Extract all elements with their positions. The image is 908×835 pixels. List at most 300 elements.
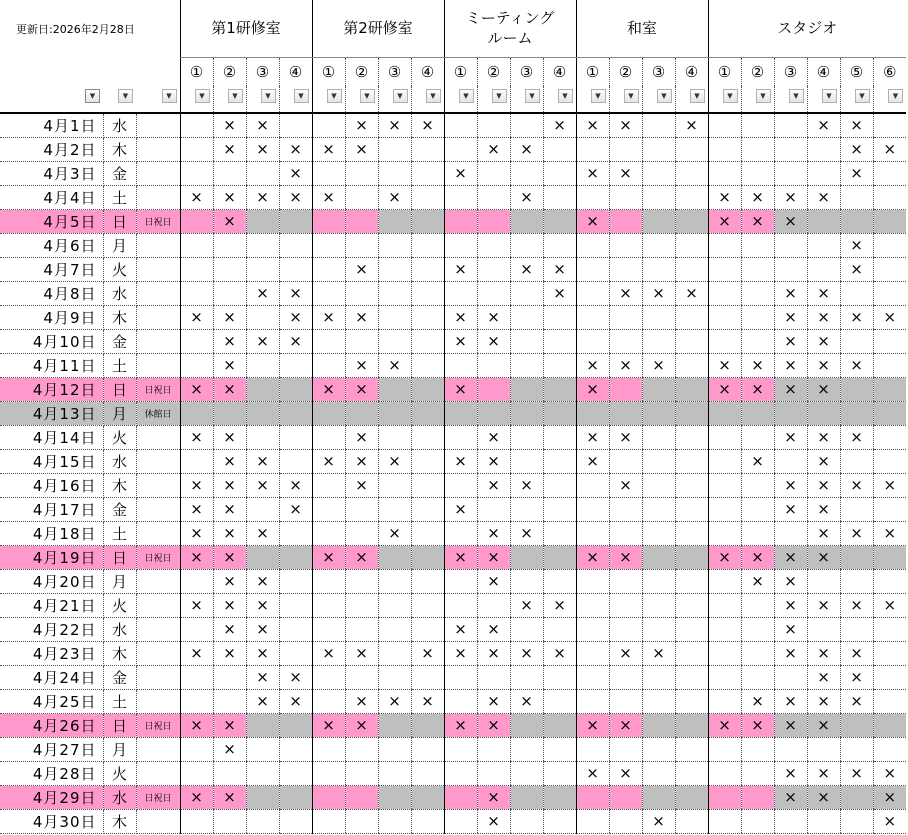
slot-cell[interactable] [411, 761, 444, 785]
slot-cell[interactable]: × [708, 353, 741, 377]
slot-cell[interactable]: × [807, 713, 840, 737]
slot-cell[interactable] [873, 113, 906, 137]
slot-cell[interactable] [675, 401, 708, 425]
slot-cell[interactable] [873, 689, 906, 713]
slot-cell[interactable] [675, 545, 708, 569]
slot-cell[interactable]: × [609, 713, 642, 737]
slot-cell[interactable]: × [576, 545, 609, 569]
slot-cell[interactable] [675, 329, 708, 353]
slot-cell[interactable]: × [213, 545, 246, 569]
slot-cell[interactable]: × [774, 377, 807, 401]
slot-cell[interactable] [411, 473, 444, 497]
slot-cell[interactable]: × [213, 473, 246, 497]
slot-cell[interactable] [543, 137, 576, 161]
slot-cell[interactable]: × [477, 689, 510, 713]
slot-cell[interactable] [444, 185, 477, 209]
slot-cell[interactable] [510, 569, 543, 593]
slot-cell[interactable] [840, 401, 873, 425]
slot-cell[interactable]: × [807, 449, 840, 473]
slot-cell[interactable] [345, 737, 378, 761]
slot-cell[interactable]: × [840, 233, 873, 257]
slot-cell[interactable] [576, 233, 609, 257]
slot-cell[interactable] [708, 425, 741, 449]
slot-cell[interactable] [246, 785, 279, 809]
slot-cell[interactable]: × [807, 185, 840, 209]
slot-cell[interactable]: × [675, 281, 708, 305]
slot-cell[interactable] [411, 593, 444, 617]
slot-cell[interactable]: × [774, 185, 807, 209]
slot-cell[interactable]: × [510, 137, 543, 161]
slot-cell[interactable] [807, 161, 840, 185]
slot-cell[interactable] [312, 569, 345, 593]
slot-cell[interactable] [279, 113, 312, 137]
slot-cell[interactable]: × [543, 257, 576, 281]
slot-cell[interactable]: × [279, 689, 312, 713]
slot-cell[interactable]: × [642, 281, 675, 305]
slot-cell[interactable] [675, 353, 708, 377]
slot-cell[interactable] [543, 329, 576, 353]
slot-cell[interactable] [477, 761, 510, 785]
slot-cell[interactable] [609, 185, 642, 209]
slot-cell[interactable] [708, 593, 741, 617]
slot-cell[interactable]: × [642, 641, 675, 665]
slot-cell[interactable] [708, 449, 741, 473]
slot-cell[interactable] [411, 233, 444, 257]
slot-cell[interactable] [642, 473, 675, 497]
slot-cell[interactable] [444, 113, 477, 137]
slot-cell[interactable] [180, 137, 213, 161]
slot-cell[interactable] [840, 713, 873, 737]
slot-cell[interactable] [675, 521, 708, 545]
slot-cell[interactable]: × [246, 329, 279, 353]
slot-cell[interactable]: × [444, 641, 477, 665]
slot-cell[interactable] [708, 737, 741, 761]
slot-cell[interactable]: × [807, 113, 840, 137]
slot-cell[interactable] [180, 809, 213, 833]
slot-cell[interactable] [477, 209, 510, 233]
slot-cell[interactable]: × [477, 713, 510, 737]
slot-cell[interactable]: × [477, 785, 510, 809]
slot-cell[interactable] [873, 161, 906, 185]
slot-cell[interactable]: × [510, 521, 543, 545]
slot-cell[interactable]: × [873, 809, 906, 833]
slot-cell[interactable] [741, 665, 774, 689]
slot-cell[interactable] [642, 449, 675, 473]
slot-cell[interactable] [576, 329, 609, 353]
chevron-down-icon[interactable]: ▼ [624, 89, 639, 103]
slot-cell[interactable] [840, 209, 873, 233]
slot-cell[interactable] [741, 137, 774, 161]
slot-cell[interactable]: × [246, 569, 279, 593]
slot-cell[interactable]: × [774, 497, 807, 521]
slot-cell[interactable]: × [807, 497, 840, 521]
slot-cell[interactable] [741, 617, 774, 641]
slot-cell[interactable] [675, 593, 708, 617]
slot-cell[interactable] [873, 329, 906, 353]
slot-cell[interactable]: × [246, 593, 279, 617]
slot-cell[interactable] [675, 305, 708, 329]
slot-cell[interactable]: × [708, 713, 741, 737]
slot-cell[interactable] [378, 761, 411, 785]
slot-cell[interactable]: × [609, 641, 642, 665]
slot-cell[interactable] [807, 809, 840, 833]
slot-cell[interactable] [576, 689, 609, 713]
slot-cell[interactable]: × [279, 185, 312, 209]
slot-cell[interactable]: × [378, 185, 411, 209]
slot-cell[interactable]: × [642, 809, 675, 833]
slot-cell[interactable]: × [312, 545, 345, 569]
slot-cell[interactable]: × [576, 209, 609, 233]
slot-cell[interactable] [510, 761, 543, 785]
slot-cell[interactable] [510, 737, 543, 761]
slot-cell[interactable] [345, 185, 378, 209]
slot-cell[interactable] [378, 137, 411, 161]
slot-cell[interactable] [609, 737, 642, 761]
slot-cell[interactable] [279, 761, 312, 785]
slot-cell[interactable] [576, 185, 609, 209]
slot-cell[interactable]: × [708, 185, 741, 209]
slot-cell[interactable]: × [444, 497, 477, 521]
slot-cell[interactable] [312, 425, 345, 449]
slot-cell[interactable] [378, 425, 411, 449]
slot-cell[interactable] [576, 497, 609, 521]
slot-cell[interactable] [675, 809, 708, 833]
slot-cell[interactable]: × [345, 113, 378, 137]
slot-cell[interactable] [609, 305, 642, 329]
slot-cell[interactable] [609, 137, 642, 161]
slot-cell[interactable] [642, 497, 675, 521]
slot-cell[interactable] [708, 233, 741, 257]
slot-cell[interactable]: × [576, 449, 609, 473]
slot-cell[interactable] [576, 137, 609, 161]
slot-cell[interactable] [741, 281, 774, 305]
slot-cell[interactable] [840, 545, 873, 569]
slot-cell[interactable]: × [345, 449, 378, 473]
slot-cell[interactable] [609, 209, 642, 233]
slot-cell[interactable] [774, 521, 807, 545]
slot-cell[interactable] [180, 209, 213, 233]
slot-cell[interactable] [675, 185, 708, 209]
slot-cell[interactable]: × [246, 617, 279, 641]
chevron-down-icon[interactable]: ▼ [558, 89, 573, 103]
chevron-down-icon[interactable]: ▼ [525, 89, 540, 103]
slot-cell[interactable] [180, 281, 213, 305]
slot-cell[interactable] [642, 257, 675, 281]
chevron-down-icon[interactable]: ▼ [360, 89, 375, 103]
slot-cell[interactable] [345, 281, 378, 305]
slot-cell[interactable] [345, 233, 378, 257]
slot-cell[interactable] [378, 737, 411, 761]
slot-cell[interactable] [708, 257, 741, 281]
slot-cell[interactable]: × [840, 521, 873, 545]
slot-cell[interactable] [642, 233, 675, 257]
slot-cell[interactable] [279, 713, 312, 737]
slot-cell[interactable] [378, 161, 411, 185]
slot-cell[interactable] [411, 281, 444, 305]
slot-cell[interactable] [312, 209, 345, 233]
slot-cell[interactable] [345, 665, 378, 689]
slot-cell[interactable] [642, 545, 675, 569]
slot-cell[interactable]: × [609, 761, 642, 785]
slot-cell[interactable] [543, 545, 576, 569]
slot-cell[interactable] [873, 353, 906, 377]
slot-cell[interactable] [510, 209, 543, 233]
slot-cell[interactable] [444, 137, 477, 161]
slot-cell[interactable]: × [543, 281, 576, 305]
slot-cell[interactable]: × [543, 113, 576, 137]
slot-cell[interactable] [378, 257, 411, 281]
slot-cell[interactable]: × [708, 209, 741, 233]
slot-cell[interactable] [576, 257, 609, 281]
slot-cell[interactable] [708, 761, 741, 785]
slot-cell[interactable]: × [345, 257, 378, 281]
slot-cell[interactable] [477, 497, 510, 521]
slot-cell[interactable] [642, 713, 675, 737]
slot-cell[interactable]: × [807, 281, 840, 305]
slot-cell[interactable] [675, 425, 708, 449]
slot-cell[interactable] [510, 809, 543, 833]
slot-cell[interactable]: × [180, 545, 213, 569]
slot-cell[interactable]: × [873, 305, 906, 329]
slot-cell[interactable] [741, 329, 774, 353]
slot-cell[interactable] [873, 281, 906, 305]
slot-cell[interactable] [642, 137, 675, 161]
slot-cell[interactable] [873, 713, 906, 737]
slot-cell[interactable] [444, 353, 477, 377]
slot-cell[interactable] [444, 737, 477, 761]
slot-cell[interactable]: × [840, 113, 873, 137]
slot-cell[interactable] [312, 281, 345, 305]
slot-cell[interactable]: × [312, 377, 345, 401]
slot-cell[interactable] [246, 257, 279, 281]
slot-cell[interactable]: × [180, 305, 213, 329]
slot-cell[interactable] [279, 737, 312, 761]
slot-cell[interactable] [510, 449, 543, 473]
slot-cell[interactable] [708, 137, 741, 161]
slot-cell[interactable] [840, 329, 873, 353]
slot-cell[interactable] [708, 473, 741, 497]
slot-cell[interactable] [378, 329, 411, 353]
slot-cell[interactable] [774, 809, 807, 833]
slot-cell[interactable] [708, 689, 741, 713]
slot-cell[interactable] [642, 569, 675, 593]
slot-cell[interactable] [510, 713, 543, 737]
slot-cell[interactable]: × [807, 689, 840, 713]
slot-cell[interactable] [312, 761, 345, 785]
slot-cell[interactable]: × [510, 473, 543, 497]
slot-cell[interactable] [741, 761, 774, 785]
slot-cell[interactable] [345, 161, 378, 185]
chevron-down-icon[interactable]: ▼ [723, 89, 738, 103]
slot-cell[interactable]: × [444, 257, 477, 281]
slot-cell[interactable] [279, 641, 312, 665]
slot-cell[interactable]: × [774, 425, 807, 449]
slot-cell[interactable] [279, 353, 312, 377]
slot-cell[interactable] [543, 617, 576, 641]
slot-cell[interactable] [279, 377, 312, 401]
slot-cell[interactable] [510, 617, 543, 641]
slot-cell[interactable] [642, 593, 675, 617]
slot-cell[interactable] [543, 809, 576, 833]
slot-cell[interactable]: × [774, 617, 807, 641]
slot-cell[interactable] [840, 785, 873, 809]
slot-cell[interactable] [279, 209, 312, 233]
slot-cell[interactable] [378, 233, 411, 257]
slot-cell[interactable] [411, 809, 444, 833]
slot-cell[interactable]: × [345, 353, 378, 377]
chevron-down-icon[interactable]: ▼ [822, 89, 837, 103]
slot-cell[interactable] [246, 161, 279, 185]
slot-cell[interactable] [840, 449, 873, 473]
slot-cell[interactable]: × [840, 305, 873, 329]
slot-cell[interactable]: × [246, 521, 279, 545]
slot-cell[interactable] [312, 497, 345, 521]
slot-cell[interactable]: × [378, 521, 411, 545]
slot-cell[interactable] [279, 257, 312, 281]
slot-cell[interactable] [378, 401, 411, 425]
slot-cell[interactable]: × [840, 641, 873, 665]
slot-cell[interactable]: × [576, 353, 609, 377]
slot-cell[interactable]: × [345, 137, 378, 161]
slot-cell[interactable]: × [741, 569, 774, 593]
slot-cell[interactable]: × [279, 473, 312, 497]
slot-cell[interactable]: × [741, 353, 774, 377]
slot-cell[interactable] [411, 617, 444, 641]
slot-cell[interactable]: × [378, 113, 411, 137]
slot-cell[interactable] [642, 689, 675, 713]
slot-cell[interactable]: × [180, 185, 213, 209]
slot-cell[interactable] [873, 233, 906, 257]
slot-cell[interactable]: × [576, 161, 609, 185]
chevron-down-icon[interactable]: ▼ [118, 89, 133, 103]
slot-cell[interactable] [477, 401, 510, 425]
slot-cell[interactable] [840, 569, 873, 593]
chevron-down-icon[interactable]: ▼ [756, 89, 771, 103]
slot-cell[interactable] [642, 161, 675, 185]
slot-cell[interactable] [741, 425, 774, 449]
slot-cell[interactable] [378, 209, 411, 233]
slot-cell[interactable]: × [510, 641, 543, 665]
slot-cell[interactable]: × [312, 641, 345, 665]
slot-cell[interactable]: × [807, 425, 840, 449]
slot-cell[interactable]: × [774, 593, 807, 617]
slot-cell[interactable]: × [279, 329, 312, 353]
slot-cell[interactable]: × [840, 473, 873, 497]
slot-cell[interactable]: × [477, 473, 510, 497]
slot-cell[interactable] [345, 617, 378, 641]
slot-cell[interactable] [444, 689, 477, 713]
slot-cell[interactable]: × [873, 761, 906, 785]
slot-cell[interactable] [543, 713, 576, 737]
slot-cell[interactable] [642, 737, 675, 761]
slot-cell[interactable]: × [807, 641, 840, 665]
slot-cell[interactable]: × [774, 353, 807, 377]
slot-cell[interactable] [477, 737, 510, 761]
slot-cell[interactable] [411, 569, 444, 593]
slot-cell[interactable] [807, 569, 840, 593]
slot-cell[interactable]: × [246, 185, 279, 209]
slot-cell[interactable] [873, 497, 906, 521]
slot-cell[interactable]: × [477, 641, 510, 665]
slot-cell[interactable] [675, 689, 708, 713]
slot-cell[interactable] [510, 233, 543, 257]
slot-cell[interactable] [444, 233, 477, 257]
slot-cell[interactable] [411, 545, 444, 569]
slot-cell[interactable] [741, 593, 774, 617]
slot-cell[interactable] [675, 665, 708, 689]
slot-cell[interactable] [642, 785, 675, 809]
slot-cell[interactable] [312, 785, 345, 809]
slot-cell[interactable]: × [510, 593, 543, 617]
slot-cell[interactable]: × [213, 185, 246, 209]
slot-cell[interactable]: × [807, 305, 840, 329]
slot-cell[interactable]: × [213, 113, 246, 137]
slot-cell[interactable] [675, 257, 708, 281]
slot-cell[interactable] [675, 377, 708, 401]
slot-cell[interactable] [312, 809, 345, 833]
slot-cell[interactable]: × [609, 281, 642, 305]
slot-cell[interactable] [741, 521, 774, 545]
slot-cell[interactable] [609, 521, 642, 545]
slot-cell[interactable] [675, 161, 708, 185]
slot-cell[interactable] [378, 617, 411, 641]
slot-cell[interactable] [543, 785, 576, 809]
slot-cell[interactable] [279, 449, 312, 473]
slot-cell[interactable]: × [444, 713, 477, 737]
slot-cell[interactable]: × [510, 185, 543, 209]
slot-cell[interactable] [675, 449, 708, 473]
slot-cell[interactable] [543, 497, 576, 521]
slot-cell[interactable] [807, 257, 840, 281]
slot-cell[interactable]: × [345, 641, 378, 665]
slot-cell[interactable] [609, 689, 642, 713]
slot-cell[interactable] [180, 329, 213, 353]
slot-cell[interactable]: × [807, 353, 840, 377]
slot-cell[interactable]: × [510, 257, 543, 281]
slot-cell[interactable]: × [246, 473, 279, 497]
slot-cell[interactable] [609, 233, 642, 257]
slot-cell[interactable] [576, 305, 609, 329]
slot-cell[interactable] [411, 665, 444, 689]
slot-cell[interactable] [576, 521, 609, 545]
slot-cell[interactable]: × [477, 569, 510, 593]
slot-cell[interactable]: × [840, 761, 873, 785]
slot-cell[interactable]: × [312, 305, 345, 329]
slot-cell[interactable] [411, 161, 444, 185]
slot-cell[interactable]: × [246, 641, 279, 665]
slot-cell[interactable] [741, 161, 774, 185]
slot-cell[interactable] [873, 665, 906, 689]
slot-cell[interactable] [378, 713, 411, 737]
slot-cell[interactable] [873, 737, 906, 761]
slot-cell[interactable] [345, 809, 378, 833]
slot-cell[interactable] [444, 569, 477, 593]
slot-cell[interactable] [279, 425, 312, 449]
slot-cell[interactable] [312, 401, 345, 425]
slot-cell[interactable] [510, 113, 543, 137]
chevron-down-icon[interactable]: ▼ [492, 89, 507, 103]
slot-cell[interactable]: × [312, 185, 345, 209]
slot-cell[interactable] [675, 473, 708, 497]
slot-cell[interactable] [180, 617, 213, 641]
slot-cell[interactable] [873, 257, 906, 281]
slot-cell[interactable] [312, 233, 345, 257]
slot-cell[interactable] [642, 665, 675, 689]
slot-cell[interactable] [543, 449, 576, 473]
slot-cell[interactable] [543, 233, 576, 257]
slot-cell[interactable] [312, 521, 345, 545]
slot-cell[interactable] [576, 473, 609, 497]
